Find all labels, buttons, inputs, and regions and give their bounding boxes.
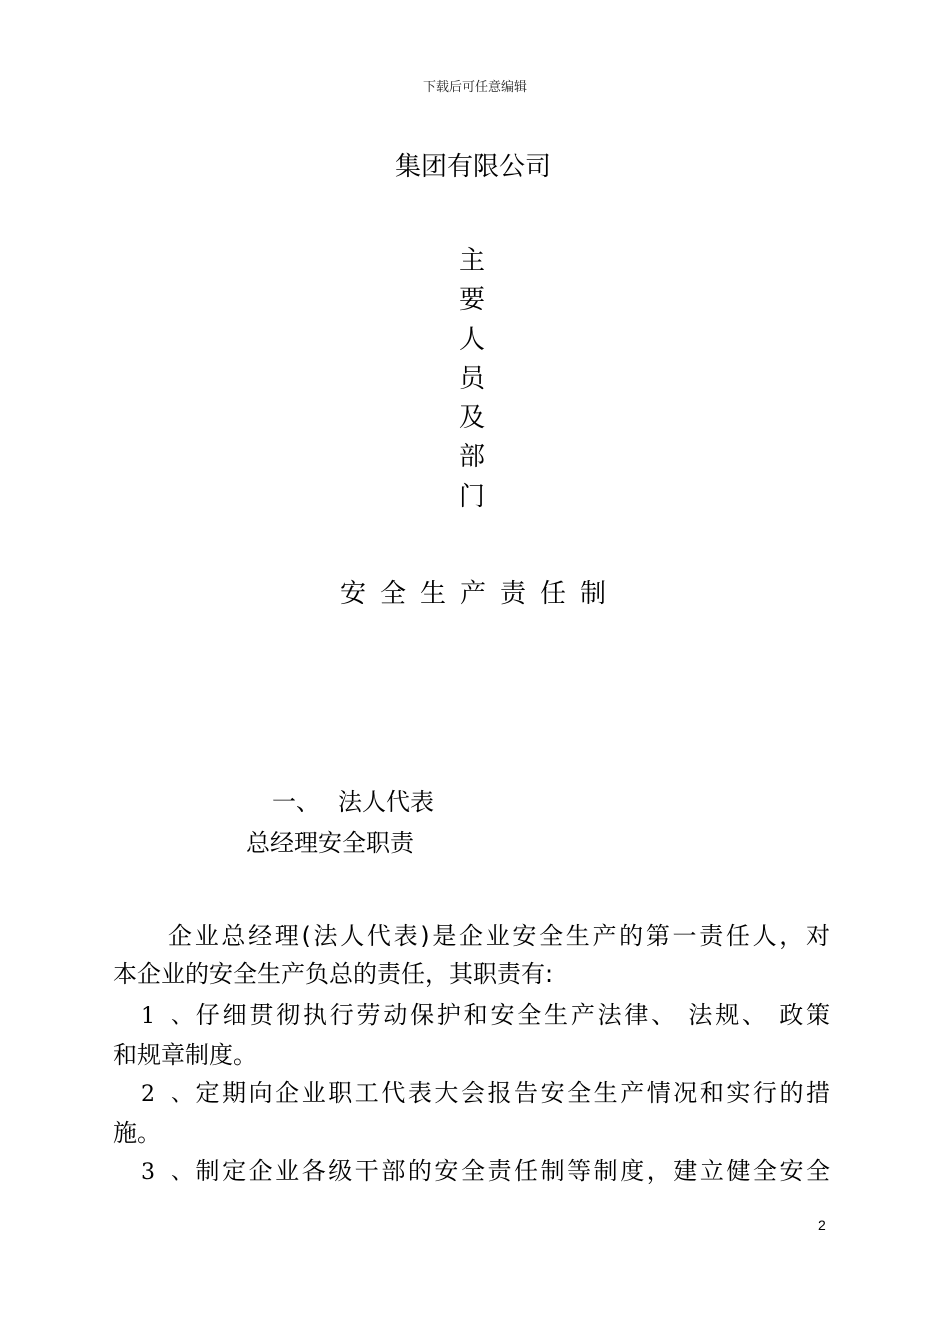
vertical-title [452, 242, 492, 517]
list-item-text: 定期向企业职工代表大会报告安全生产情况和实行的措 [193, 1079, 830, 1107]
vertical-title-char: 主 [458, 246, 485, 276]
list-item [113, 1074, 830, 1152]
company-name: 集团有限公司 [394, 152, 551, 182]
list-item-line-1 [113, 1152, 830, 1192]
intro-line-2: 本企业的安全生产负总的责任，其职责有: [113, 960, 554, 988]
header-note: 下载后可任意编辑 [422, 80, 527, 95]
intro-line-1: 企业总经理(法人代表)是企业安全生产的第一责任人，对 [168, 922, 830, 950]
vertical-title-char: 门 [458, 481, 485, 512]
list-item-number: 1、 [141, 1004, 193, 1029]
list-item-number: 3、 [141, 1160, 193, 1185]
intro-paragraph [113, 917, 830, 993]
list-item [113, 996, 830, 1074]
vertical-title-char: 部 [458, 442, 485, 473]
section-number: 一、 [272, 788, 320, 816]
section-heading [272, 782, 434, 817]
vertical-title-char: 及 [458, 403, 485, 434]
list-item-number: 2、 [141, 1082, 193, 1107]
list-item-text: 仔细贯彻执行劳动保护和安全生产法律、 法规、 政策 [193, 1001, 830, 1029]
duty-list [113, 996, 830, 1192]
list-item-text: 制定企业各级干部的安全责任制等制度，建立健全安全 [193, 1157, 830, 1185]
vertical-title-char: 员 [458, 363, 485, 394]
page-number: 2 [818, 1217, 826, 1233]
list-item-line-1 [113, 1074, 830, 1114]
list-item [113, 1152, 830, 1192]
list-item-line-2: 施。 [113, 1119, 161, 1147]
list-item-line-1 [113, 996, 830, 1036]
list-item-line-2: 和规章制度。 [113, 1041, 257, 1069]
section-subtitle: 总经理安全职责 [246, 829, 414, 857]
vertical-title-char: 人 [458, 324, 485, 355]
section-title: 法人代表 [338, 788, 434, 816]
vertical-title-char: 要 [458, 285, 485, 316]
document-title: 安全生产责任制 [339, 579, 620, 609]
